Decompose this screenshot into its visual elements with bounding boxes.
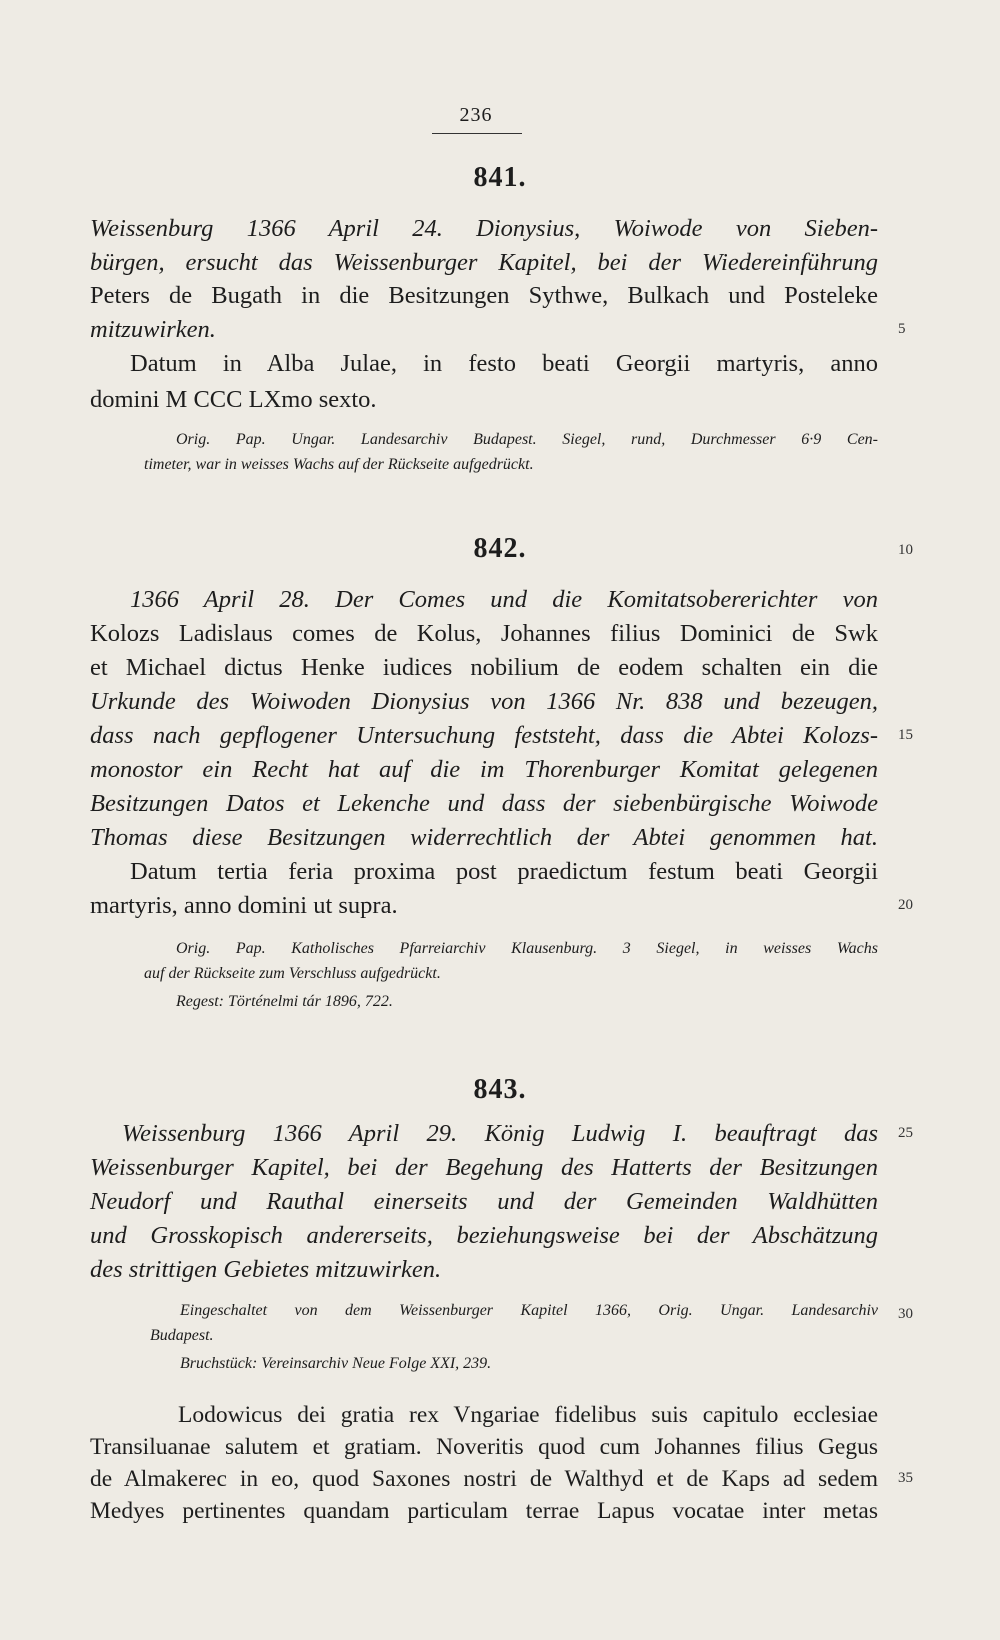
entry-842-note-3: Regest: Történelmi tár 1896, 722. — [176, 993, 393, 1010]
entry-843-line-2: Weissenburger Kapitel, bei der Begehung des Hatterts der Besitzungen — [90, 1154, 878, 1181]
entry-842-line-4: Urkunde des Woiwoden Dionysius von 1366 Nr. 838 und bezeugen, — [90, 688, 878, 715]
header-rule — [432, 133, 522, 134]
entry-842-line-6: monostor ein Recht hat auf die im Thorenburger Komitat gelegenen — [90, 756, 878, 783]
margin-line-number-5: 5 — [898, 321, 906, 337]
entry-841-line-3: Peters de Bugath in die Besitzungen Sythwe, Bulkach und Posteleke — [90, 282, 878, 309]
entry-843-line-1: Weissenburg 1366 April 29. König Ludwig I. beauftragt das — [122, 1120, 878, 1147]
entry-843-text-4: Medyes pertinentes quandam particulam terrae Lapus vocatae inter metas — [90, 1498, 878, 1524]
entry-842-line-9: Datum tertia feria proxima post praedictum festum beati Georgii — [130, 858, 878, 885]
entry-843-line-3: Neudorf und Rauthal einerseits und der Gemeinden Waldhütten — [90, 1188, 878, 1215]
entry-843-note-2: Budapest. — [150, 1327, 214, 1344]
entry-843-text-3: de Almakerec in eo, quod Saxones nostri de Walthyd et de Kaps ad sedem — [90, 1466, 878, 1492]
margin-line-number-15: 15 — [898, 727, 913, 743]
margin-line-number-25: 25 — [898, 1125, 913, 1141]
entry-841-line-5: Datum in Alba Julae, in festo beati Georgii martyris, anno — [130, 350, 878, 377]
entry-number-841: 841. — [473, 162, 527, 193]
entry-842-note-2: auf der Rückseite zum Verschluss aufgedrückt. — [144, 965, 441, 982]
margin-line-number-10: 10 — [898, 542, 913, 558]
entry-842-line-7: Besitzungen Datos et Lekenche und dass der siebenbürgische Woiwode — [90, 790, 878, 817]
entry-841-line-1: Weissenburg 1366 April 24. Dionysius, Woiwode von Sieben- — [90, 215, 878, 242]
entry-841-note-1: Orig. Pap. Ungar. Landesarchiv Budapest. Siegel, rund, Durchmesser 6·9 Cen- — [176, 431, 878, 448]
entry-843-line-4: und Grosskopisch andererseits, beziehungsweise bei der Abschätzung — [90, 1222, 878, 1249]
entry-842-line-10: martyris, anno domini ut supra. — [90, 892, 398, 919]
entry-843-text-2: Transiluanae salutem et gratiam. Noveritis quod cum Johannes filius Gegus — [90, 1434, 878, 1460]
entry-843-line-5: des strittigen Gebietes mitzuwirken. — [90, 1256, 442, 1283]
entry-number-842: 842. — [473, 533, 527, 564]
margin-line-number-30: 30 — [898, 1306, 913, 1322]
entry-842-note-1: Orig. Pap. Katholisches Pfarreiarchiv Klausenburg. 3 Siegel, in weisses Wachs — [176, 940, 878, 957]
entry-842-line-3: et Michael dictus Henke iudices nobilium de eodem schalten ein die — [90, 654, 878, 681]
entry-841-line-2: bürgen, ersucht das Weissenburger Kapitel, bei der Wiedereinführung — [90, 249, 878, 276]
entry-843-note-1: Eingeschaltet von dem Weissenburger Kapitel 1366, Orig. Ungar. Landesarchiv — [180, 1302, 878, 1319]
entry-842-line-8: Thomas diese Besitzungen widerrechtlich der Abtei genommen hat. — [90, 824, 878, 851]
page-number: 236 — [459, 104, 493, 126]
margin-line-number-20: 20 — [898, 897, 913, 913]
margin-line-number-35: 35 — [898, 1470, 913, 1486]
entry-number-843: 843. — [473, 1074, 527, 1105]
entry-842-line-1: 1366 April 28. Der Comes und die Komitatsobererichter von — [130, 586, 878, 613]
entry-841-note-2: timeter, war in weisses Wachs auf der Rückseite aufgedrückt. — [144, 456, 534, 473]
entry-843-text-1: Lodowicus dei gratia rex Vngariae fidelibus suis capitulo ecclesiae — [178, 1402, 878, 1428]
entry-841-line-6: domini M CCC LXmo sexto. — [90, 386, 377, 413]
entry-842-line-5: dass nach gepflogener Untersuchung feststeht, dass die Abtei Kolozs- — [90, 722, 878, 749]
entry-841-line-4: mitzuwirken. — [90, 316, 216, 343]
entry-843-note-3: Bruchstück: Vereinsarchiv Neue Folge XXI, 239. — [180, 1355, 492, 1372]
entry-842-line-2: Kolozs Ladislaus comes de Kolus, Johannes filius Dominici de Swk — [90, 620, 878, 647]
